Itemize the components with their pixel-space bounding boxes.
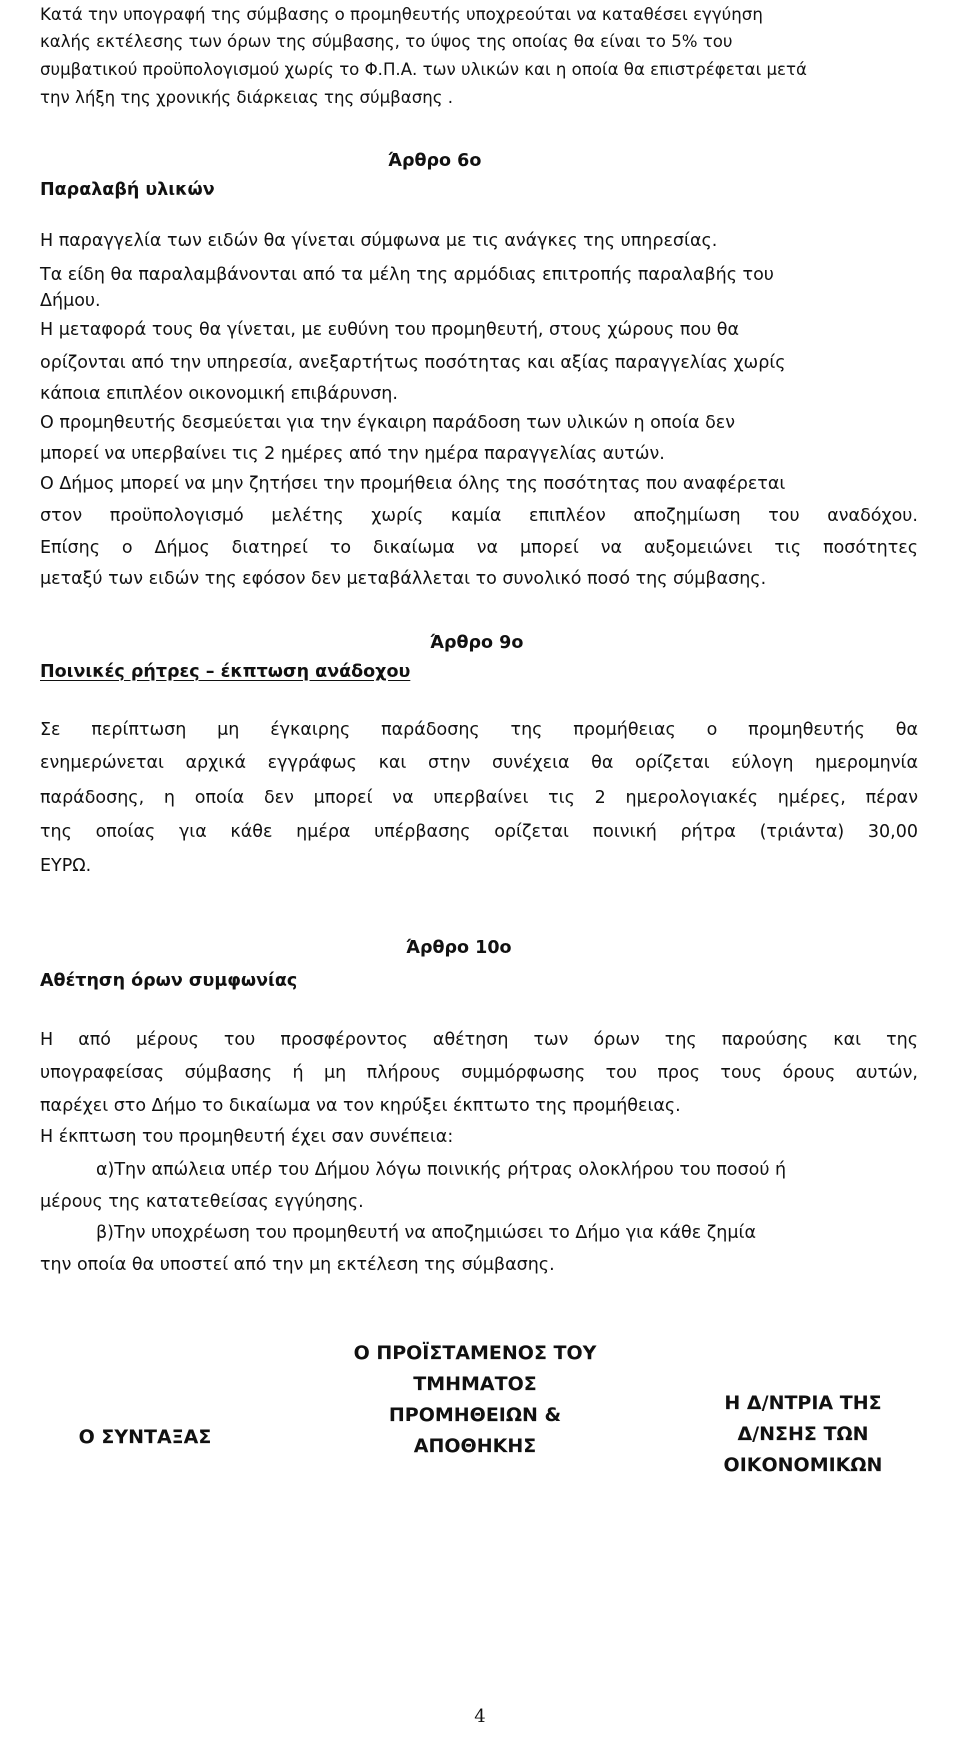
- article-10-line: υπογραφείσας σύμβασης ή μη πλήρους συμμόρφωσης του προς τους όρους αυτών,: [40, 1063, 918, 1083]
- article-6-line: μεταξύ των ειδών της εφόσον δεν μεταβάλλεται το συνολικό ποσό της σύμβασης.: [40, 569, 767, 589]
- article-6-line: Δήμου.: [40, 291, 101, 311]
- signature-head-of-procurement: [320, 1338, 630, 1462]
- article-6-line: μπορεί να υπερβαίνει τις 2 ημέρες από την ημέρα παραγγελίας αυτών.: [40, 444, 665, 464]
- article-6-line: Ο προμηθευτής δεσμεύεται για την έγκαιρη παράδοση των υλικών η οποία δεν: [40, 413, 736, 433]
- signature-line: Η Δ/ΝΤΡΙΑ ΤΗΣ: [724, 1392, 882, 1414]
- article-9-line: ΕΥΡΩ.: [40, 856, 92, 876]
- page-number: 4: [474, 1706, 486, 1727]
- article-10-line: μέρους της κατατεθείσας εγγύησης.: [40, 1192, 364, 1212]
- article-9-line: ενημερώνεται αρχικά εγγράφως και στην συνέχεια θα ορίζεται εύλογη ημερομηνία: [40, 753, 918, 773]
- signature-line: ΤΜΗΜΑΤΟΣ: [413, 1373, 537, 1395]
- signature-financial-director: [668, 1388, 938, 1481]
- intro-line: Κατά την υπογραφή της σύμβασης ο προμηθευτής υποχρεούται να καταθέσει εγγύηση: [40, 5, 763, 24]
- intro-line: την λήξη της χρονικής διάρκειας της σύμβασης .: [40, 88, 454, 107]
- signature-line: Ο ΠΡΟΪΣΤΑΜΕΝΟΣ ΤΟΥ: [353, 1342, 597, 1364]
- signature-line: Δ/ΝΣΗΣ ΤΩΝ: [737, 1423, 869, 1445]
- article-10-line: β)Την υποχρέωση του προμηθευτή να αποζημιώσει το Δήμο για κάθε ζημία: [96, 1223, 756, 1243]
- signature-line: ΠΡΟΜΗΘΕΙΩΝ &: [388, 1404, 562, 1426]
- article-10-line: α)Την απώλεια υπέρ του Δήμου λόγω ποινικής ρήτρας ολοκλήρου του ποσού ή: [96, 1160, 787, 1180]
- article-6-heading: Άρθρο 6ο: [388, 151, 482, 171]
- article-9-line: παράδοσης, η οποία δεν μπορεί να υπερβαίνει τις 2 ημερολογιακές ημέρες, πέραν: [40, 788, 918, 808]
- article-6-line: ορίζονται από την υπηρεσία, ανεξαρτήτως ποσότητας και αξίας παραγγελίας χωρίς: [40, 353, 786, 373]
- article-6-line: κάποια επιπλέον οικονομική επιβάρυνση.: [40, 384, 398, 404]
- article-9-line: της οποίας για κάθε ημέρα υπέρβασης ορίζεται ποινική ρήτρα (τριάντα) 30,00: [40, 822, 918, 842]
- article-10-line: Η έκπτωση του προμηθευτή έχει σαν συνέπεια:: [40, 1127, 454, 1147]
- signature-line: ΟΙΚΟΝΟΜΙΚΩΝ: [723, 1454, 883, 1476]
- signature-drafter: [40, 1422, 250, 1453]
- article-10-title: Αθέτηση όρων συμφωνίας: [40, 971, 298, 991]
- article-6-line: Τα είδη θα παραλαμβάνονται από τα μέλη της αρμόδιας επιτροπής παραλαβής του: [40, 265, 774, 285]
- article-10-line: Η από μέρους του προσφέροντος αθέτηση των όρων της παρούσης και της: [40, 1030, 918, 1050]
- intro-line: καλής εκτέλεσης των όρων της σύμβασης, το ύψος της οποίας θα είναι το 5% του: [40, 32, 733, 51]
- article-6-line: Ο Δήμος μπορεί να μην ζητήσει την προμήθεια όλης της ποσότητας που αναφέρεται: [40, 474, 786, 494]
- article-6-title: Παραλαβή υλικών: [40, 180, 215, 200]
- signature-line: ΑΠΟΘΗΚΗΣ: [413, 1435, 537, 1457]
- article-6-line: Η παραγγελία των ειδών θα γίνεται σύμφωνα με τις ανάγκες της υπηρεσίας.: [40, 231, 718, 251]
- article-10-heading: Άρθρο 10ο: [406, 938, 512, 958]
- article-6-line: Επίσης ο Δήμος διατηρεί το δικαίωμα να μπορεί να αυξομειώνει τις ποσότητες: [40, 538, 918, 558]
- article-10-line: παρέχει στο Δήμο το δικαίωμα να τον κηρύξει έκπτωτο της προμήθειας.: [40, 1096, 681, 1116]
- article-10-line: την οποία θα υποστεί από την μη εκτέλεση της σύμβασης.: [40, 1255, 555, 1275]
- article-9-title: Ποινικές ρήτρες – έκπτωση ανάδοχου: [40, 662, 411, 682]
- article-6-line: στον προϋπολογισμό μελέτης χωρίς καμία επιπλέον αποζημίωση του αναδόχου.: [40, 506, 918, 526]
- article-9-heading: Άρθρο 9ο: [430, 633, 524, 653]
- article-6-line: Η μεταφορά τους θα γίνεται, με ευθύνη του προμηθευτή, στους χώρους που θα: [40, 320, 740, 340]
- signature-line: Ο ΣΥΝΤΑΞΑΣ: [78, 1426, 212, 1448]
- intro-line: συμβατικού προϋπολογισμού χωρίς το Φ.Π.Α. των υλικών και η οποία θα επιστρέφεται μετά: [40, 60, 807, 79]
- article-9-line: Σε περίπτωση μη έγκαιρης παράδοσης της προμήθειας ο προμηθευτής θα: [40, 720, 918, 740]
